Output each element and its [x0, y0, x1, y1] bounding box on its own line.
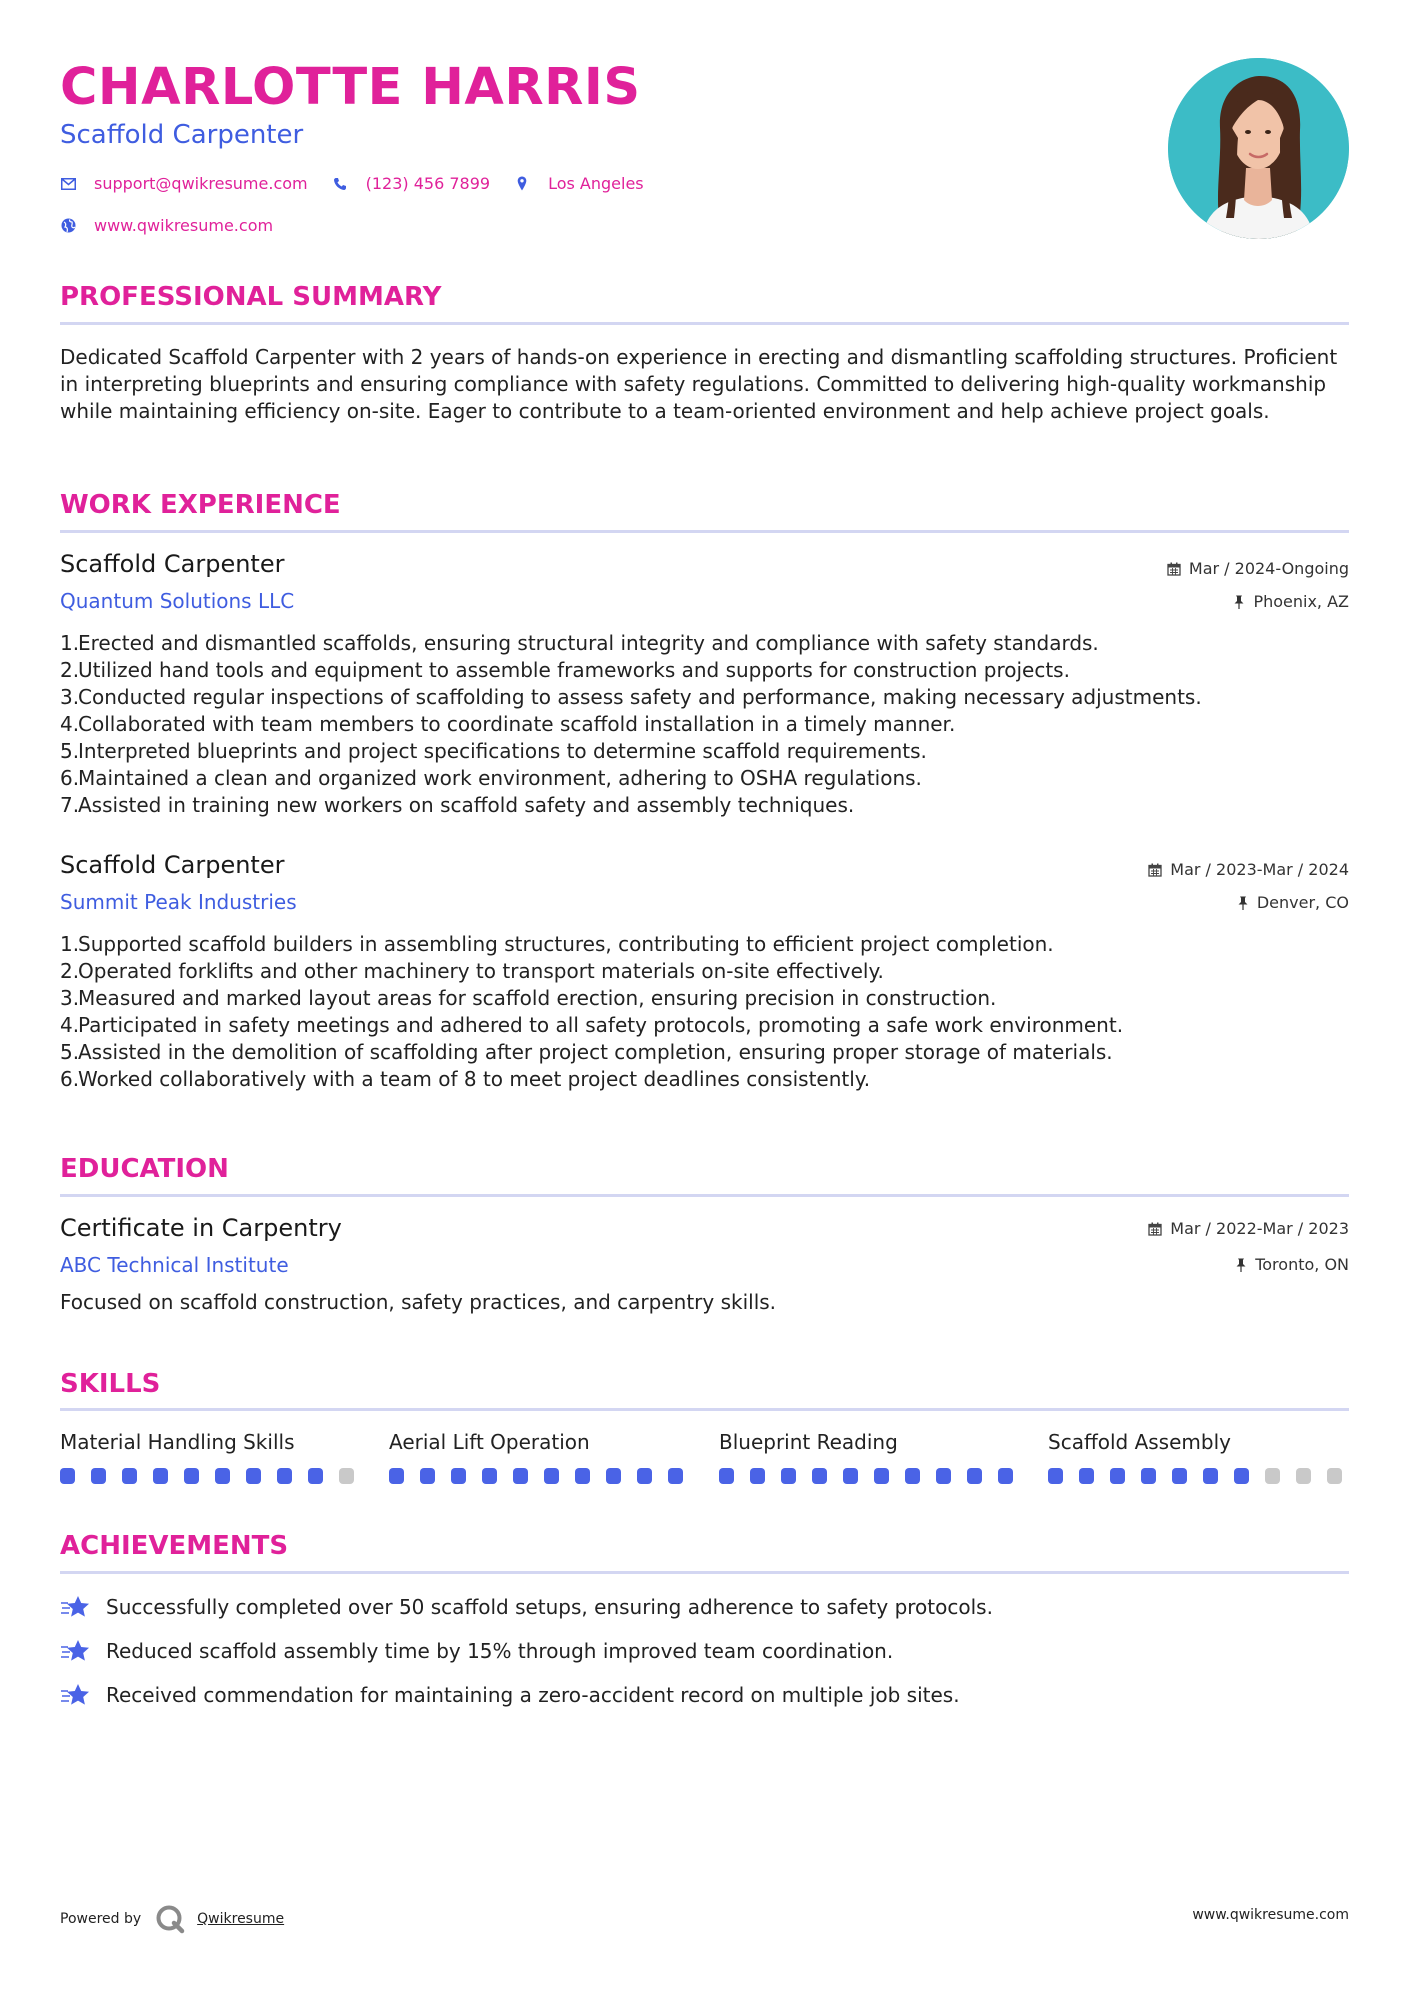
achievement-item	[60, 1682, 960, 1708]
section-divider	[60, 1571, 1349, 1574]
job-title: Scaffold Carpenter	[60, 550, 285, 578]
list-item: 3. Conducted regular inspections of scaffolding to assess safety and performance, making necessary adjustments.	[60, 685, 1202, 709]
skill-dot	[719, 1468, 734, 1484]
job-dates-text: Mar / 2024-Ongoing	[1188, 559, 1349, 578]
calendar-icon	[1148, 1222, 1162, 1236]
skill-dot	[277, 1468, 292, 1484]
job-location	[1233, 592, 1349, 611]
skill-dot	[1079, 1468, 1094, 1484]
star-icon	[60, 1638, 92, 1664]
skill-dot	[843, 1468, 858, 1484]
achievement-text: Received commendation for maintaining a zero-accident record on multiple job sites.	[106, 1683, 960, 1707]
list-item: 2. Utilized hand tools and equipment to assemble frameworks and supports for construction projects.	[60, 658, 1070, 682]
skill-dot	[606, 1468, 621, 1484]
skill-dot	[184, 1468, 199, 1484]
skill-dot	[637, 1468, 652, 1484]
skill-dot	[874, 1468, 889, 1484]
calendar-icon	[1148, 863, 1162, 877]
skill-label: Blueprint Reading	[719, 1430, 898, 1454]
job-company: Summit Peak Industries	[60, 890, 297, 914]
calendar-icon	[1167, 562, 1181, 576]
phone-text: (123) 456 7899	[365, 174, 491, 193]
envelope-icon	[60, 176, 76, 192]
education-location-text: Toronto, ON	[1255, 1255, 1349, 1274]
job-location	[1237, 893, 1349, 912]
pushpin-icon	[1233, 595, 1245, 609]
list-item: 7. Assisted in training new workers on scaffold safety and assembly techniques.	[60, 793, 855, 817]
map-pin-icon	[514, 176, 530, 192]
skill-dot	[544, 1468, 559, 1484]
list-item: 2. Operated forklifts and other machinery to transport materials on-site effectively.	[60, 959, 884, 983]
skill-dot	[1265, 1468, 1280, 1484]
skill-dot	[1234, 1468, 1249, 1484]
achievement-item	[60, 1638, 893, 1664]
skill-dot	[91, 1468, 106, 1484]
skill-label: Scaffold Assembly	[1048, 1430, 1231, 1454]
candidate-name: CHARLOTTE HARRIS	[60, 58, 641, 117]
list-item: 6. Maintained a clean and organized work environment, adhering to OSHA regulations.	[60, 766, 922, 790]
skill-dot	[451, 1468, 466, 1484]
skill-label: Aerial Lift Operation	[389, 1430, 590, 1454]
experience-heading: WORK EXPERIENCE	[60, 490, 341, 520]
job-dates	[1148, 860, 1349, 879]
skill-dot	[1296, 1468, 1311, 1484]
skill-dot	[668, 1468, 683, 1484]
section-divider	[60, 1194, 1349, 1197]
education-heading: EDUCATION	[60, 1154, 229, 1184]
website-text: www.qwikresume.com	[94, 216, 274, 235]
skill-dot	[575, 1468, 590, 1484]
contact-location	[514, 174, 644, 193]
achievement-text: Reduced scaffold assembly time by 15% through improved team coordination.	[106, 1639, 894, 1663]
list-item: 6. Worked collaboratively with a team of 8 to meet project deadlines consistently.	[60, 1067, 871, 1091]
skill-label: Material Handling Skills	[60, 1430, 295, 1454]
footer-powered-by	[60, 1904, 284, 1934]
job-dates	[1167, 559, 1349, 578]
education-dates-text: Mar / 2022-Mar / 2023	[1170, 1219, 1349, 1238]
job-dates-text: Mar / 2023-Mar / 2024	[1170, 860, 1349, 879]
skill-dot	[812, 1468, 827, 1484]
skill-dot	[1110, 1468, 1125, 1484]
summary-heading: PROFESSIONAL SUMMARY	[60, 282, 442, 312]
skill-rating	[389, 1468, 683, 1484]
skill-dot	[1172, 1468, 1187, 1484]
achievement-text: Successfully completed over 50 scaffold setups, ensuring adherence to safety protocols.	[106, 1595, 993, 1619]
footer-website[interactable]: www.qwikresume.com	[1192, 1907, 1349, 1923]
list-item: 5. Assisted in the demolition of scaffolding after project completion, ensuring proper storage of materials.	[60, 1040, 1113, 1064]
skill-rating	[60, 1468, 354, 1484]
skill-dot	[936, 1468, 951, 1484]
powered-by-text: Powered by	[60, 1911, 142, 1927]
skill-rating	[719, 1468, 1013, 1484]
summary-text: Dedicated Scaffold Carpenter with 2 years of hands-on experience in erecting and dismantling scaffolding structures. Proficient in interpreting blueprints and ensuring compliance with safety regulations. Committed to delivering high-quality workmanship while maintaining efficiency on-site. Eager to contribute to a team-oriented environment and help achieve project goals.	[60, 345, 1338, 423]
education-dates	[1148, 1219, 1349, 1238]
skill-dot	[420, 1468, 435, 1484]
list-item: 1. Erected and dismantled scaffolds, ensuring structural integrity and compliance with safety standards.	[60, 631, 1099, 655]
brand-link[interactable]: Qwikresume	[197, 1911, 285, 1927]
education-location	[1235, 1255, 1349, 1274]
contact-website[interactable]	[60, 216, 273, 235]
contact-row-1	[60, 174, 668, 193]
skill-dot	[513, 1468, 528, 1484]
list-item: 4. Participated in safety meetings and adhered to all safety protocols, promoting a safe work environment.	[60, 1013, 1124, 1037]
list-item: 5. Interpreted blueprints and project specifications to determine scaffold requirements.	[60, 739, 927, 763]
contact-email[interactable]	[60, 174, 308, 193]
skill-dot	[905, 1468, 920, 1484]
skills-heading: SKILLS	[60, 1369, 161, 1399]
skill-dot	[389, 1468, 404, 1484]
section-divider	[60, 530, 1349, 533]
skill-dot	[339, 1468, 354, 1484]
achievement-item	[60, 1594, 993, 1620]
skill-dot	[122, 1468, 137, 1484]
list-item: 1. Supported scaffold builders in assembling structures, contributing to efficient project completion.	[60, 932, 1054, 956]
star-icon	[60, 1682, 92, 1708]
contact-row-2	[60, 216, 297, 235]
skill-dot	[1048, 1468, 1063, 1484]
email-text: support@qwikresume.com	[94, 174, 308, 193]
section-divider	[60, 1408, 1349, 1411]
skill-dot	[308, 1468, 323, 1484]
skill-dot	[967, 1468, 982, 1484]
contact-phone[interactable]	[332, 174, 490, 193]
skill-dot	[781, 1468, 796, 1484]
pushpin-icon	[1235, 1258, 1247, 1272]
section-divider	[60, 322, 1349, 325]
skill-dot	[482, 1468, 497, 1484]
skill-dot	[1203, 1468, 1218, 1484]
skill-dot	[153, 1468, 168, 1484]
education-degree: Certificate in Carpentry	[60, 1214, 342, 1242]
skill-dot	[750, 1468, 765, 1484]
list-item: 4. Collaborated with team members to coordinate scaffold installation in a timely manner.	[60, 712, 956, 736]
profile-photo	[1168, 58, 1349, 239]
job-location-text: Denver, CO	[1256, 893, 1349, 912]
phone-icon	[332, 176, 348, 192]
globe-icon	[60, 218, 76, 234]
location-text: Los Angeles	[548, 174, 644, 193]
skill-dot	[998, 1468, 1013, 1484]
candidate-title: Scaffold Carpenter	[60, 120, 304, 150]
job-duties-list	[60, 931, 1123, 1093]
skill-rating	[1048, 1468, 1342, 1484]
qwikresume-logo-icon	[155, 1904, 185, 1934]
education-school: ABC Technical Institute	[60, 1253, 289, 1277]
job-duties-list	[60, 630, 1202, 819]
education-description: Focused on scaffold construction, safety practices, and carpentry skills.	[60, 1290, 777, 1314]
skill-dot	[1327, 1468, 1342, 1484]
job-title: Scaffold Carpenter	[60, 851, 285, 879]
star-icon	[60, 1594, 92, 1620]
pushpin-icon	[1237, 896, 1249, 910]
achievements-heading: ACHIEVEMENTS	[60, 1531, 289, 1561]
job-location-text: Phoenix, AZ	[1253, 592, 1349, 611]
skill-dot	[1141, 1468, 1156, 1484]
list-item: 3. Measured and marked layout areas for scaffold erection, ensuring precision in construction.	[60, 986, 997, 1010]
skill-dot	[60, 1468, 75, 1484]
skill-dot	[246, 1468, 261, 1484]
job-company: Quantum Solutions LLC	[60, 589, 295, 613]
skill-dot	[215, 1468, 230, 1484]
